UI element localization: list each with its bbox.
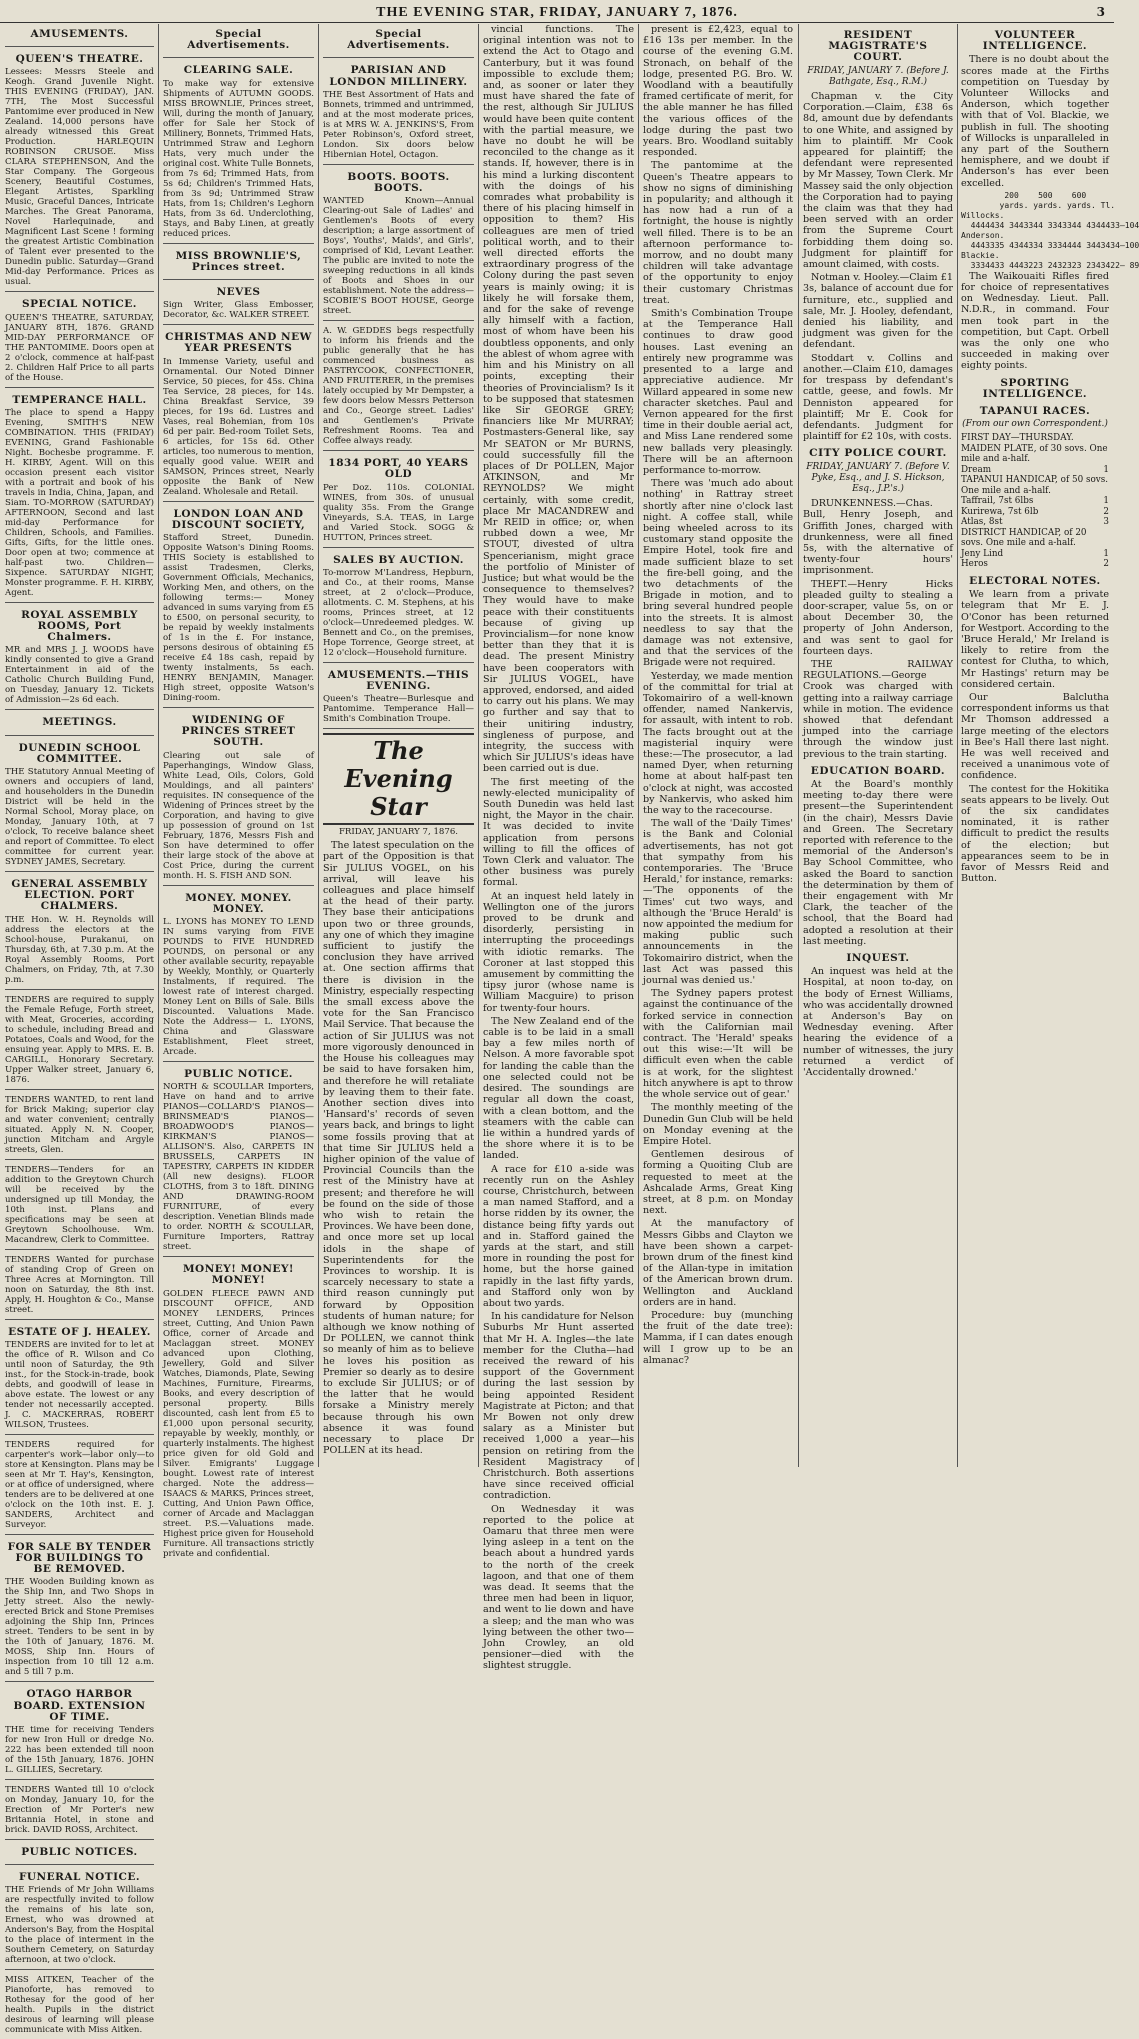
advertisement-body: THE Statutory Annual Meeting of owners and occupiers of land, and householders in the Dunedin District will be held in the Normal School, Moray place, on Monday, January 10th, at 7 o'clock, To receive balance sheet and report of Committee. To elect committee for current year. SYDNEY JAMES, Secretary. [5, 767, 154, 868]
section-heading: EDUCATION BOARD. [810, 764, 946, 777]
race-placing: 3 [1103, 517, 1109, 528]
advertisement [5, 992, 154, 1090]
news-paragraph: Our Balclutha correspondent informs us that Mr Thomson addressed a large meeting of the electors in Bee's Hall there last night. He was well received and received a unanimous vote of confidence. [961, 692, 1109, 782]
race-placing: 1 [1103, 464, 1109, 475]
advertisement-body: NORTH & SCOULLAR Importers, Have on hand and to arrive PIANOS—COLLARD'S PIANOS—BRINSMEAD'S PIANOS—BROADWOOD'S PIANOS—KIRKMAN'S PIANOS—ALLISON'S. Also, CARPETS IN BRUSSELS, CARPETS IN TAPESTRY, CARPETS IN KIDDER (All new designs). FLOOR CLOTHS, from 3 to 18ft. DINING AND DRAWING-ROOM FURNITURE, of every description. Venetian Blinds made to order. NORTH & SCOULLAR, Furniture Importers, Rattray street. [163, 1082, 314, 1253]
advertisement-body: TENDERS are invited for to let at the office of R. Wilson and Co until noon of Saturday, the 9th inst., for the Stock-in-trade, book debts, and goodwill of lease in above estate. The lowest or any tender not necessarily accepted. J. C. MACKERRAS, ROBERT WILSON, Trustees. [5, 1339, 154, 1430]
news-paragraph: The Waikouaiti Rifles fired for choice of representatives on Wednesday. Lieut. Pall. N.D.R., in command. Four men took part in the competition, but Capt. Orbell was the only one who succeeded in making over eighty points. [961, 270, 1109, 372]
news-paragraph: At the manufactory of Messrs Gibbs and Clayton we have been shown a carpet-brown drum of the finest kind of the Allan-type in imitation of the American brown drum. Wellington and Auckland orders are in hand. [643, 1218, 793, 1308]
section-heading: INQUEST. [846, 952, 910, 965]
race-entry: Taffrail, 7st 6lbs [961, 496, 1034, 507]
advertisement-heading: PUBLIC NOTICE. [184, 1068, 293, 1081]
advertisement-heading: Special Advertisements. [347, 28, 450, 52]
race-placing: 2 [1103, 506, 1109, 517]
advertisement [163, 282, 314, 325]
advertisement [5, 1092, 154, 1160]
advertisement-heading: ROYAL ASSEMBLY ROOMS, Port Chalmers. [21, 608, 138, 644]
advertisement-heading: WIDENING OF PRINCES STREET SOUTH. [181, 714, 296, 749]
advertisement-body: WANTED Known—Annual Clearing-out Sale of Ladies' and Gentlemen's Boots of every description; a large assortment of Boys', Youths', Maids', and Girls', comprised of Kid, Levant Leather. The public are invited to note the sweeping reductions in all kinds of Boots and Shoes in our establishment. Note the address— SCOBIE'S BOOT HOUSE, George street. [323, 196, 474, 317]
advertisement [163, 504, 314, 708]
news-paragraph: At an inquest held lately in Wellington one of the jurors proved to be drunk and disorderly, persisting in interrupting the proceedings with idiotic remarks. The Coroner at last stopped this amusement by committing the tipsy juror (whose name is William Macguire) to prison for twenty-four hours. [483, 890, 634, 1014]
advertisement [5, 1162, 154, 1250]
advertisement [163, 60, 314, 243]
news-paragraph: The contest for the Hokitika seats appears to be lively. Out of the six candidates nominated, it is rather difficult to predict the results of the election; but appearances seem to be in favor of Messrs Reid and Button. [961, 783, 1109, 885]
news-paragraph: Yesterday, we made mention of the committal for trial at Tokomairiro of a well-known offender, named Nankervis, for assault, with intent to rob. The facts brought out at the magisterial inquiry were these:—The prosecutor, a lad named Dyer, when returning home at about half-past ten o'clock at night, was accosted by Nankervis, who asked him the way to the racecourse. [643, 670, 793, 817]
race-result-row [961, 444, 1109, 465]
advertisement-body: MR and MRS J. J. WOODS have kindly consented to give a Grand Entertainment in aid of the Catholic Church Building Fund, on Tuesday, January 12. Tickets of Admission—2s 6d each. [5, 645, 154, 706]
advertisement-heading: BOOTS. BOOTS. BOOTS. [347, 170, 450, 195]
column-rule [798, 24, 799, 1467]
news-paragraph: The wall of the 'Daily Times' is the Bank and Colonial advertisements, has not got that sympathy from his contemporaries. The 'Bruce Herald,' for instance, remarks:—'The opponents of the Times' cut two ways, and although the 'Bruce Herald' is now appointed the medium for making public such announcements in the Tokomairiro district, when the last Act was passed this journal was denied us.' [643, 818, 793, 987]
section-heading: SPORTING INTELLIGENCE. [982, 376, 1088, 400]
column-rule [158, 24, 159, 1467]
advertisement-body: THE Wooden Building known as the Ship Inn, and Two Shops in Jetty street. Also the newly-erected Brick and Stone Premises adjoining the Ship Inn, Princes street. Tenders to be sent in by the 10th of January, 1876. M. MOSS, Ship Inn. Hours of inspection from 10 till 12 a.m. and 5 till 7 p.m. [5, 1577, 154, 1678]
news-paragraph: We learn from a private telegram that Mr E. J. O'Conor has been returned for Westport. According to the 'Bruce Herald,' Mr Ireland is likely to retire from the contest for Clutha, to which, Mr Hastings' return may be considered certain. [961, 589, 1109, 690]
advertisement-body: Queen's Theatre—Burlesque and Pantomime. Temperance Hall—Smith's Combination Troupe. [323, 694, 474, 725]
advertisement-heading: SPECIAL NOTICE. [22, 298, 137, 311]
race-entry: Atlas, 8st [961, 517, 1003, 528]
advertisement [5, 738, 154, 872]
advertisement [5, 1537, 154, 1683]
column-6-courts [800, 24, 956, 1467]
advertisement-heading: FUNERAL NOTICE. [18, 1871, 141, 1884]
advertisement-body: TENDERS are required to supply the Female Refuge, Forth street, with Meat, Groceries, according to schedule, including Bread and Potatoes, Coals and Wood, for the ensuing year. Apply to MRS. E. B. CARGILL, Honorary Secretary. Upper Walker street, January 6, 1876. [5, 994, 154, 1085]
advertisement-body: QUEEN'S THEATRE, SATURDAY, JANUARY 8TH, 1876. GRAND MID-DAY PERFORMANCE OF THE PANTOMIME. Doors open at 2 o'clock, commence at half-past 2. Children Half Price to all parts of the House. [5, 312, 154, 383]
column-7-intelligence [958, 24, 1139, 1467]
news-paragraph: Stoddart v. Collins and another.—Claim £10, damages for trespass by defendant's cattle, geese, and fowls. Mr Denniston appeared for plaintiff; Mr E. Cook for defendants. Judgment for plaintiff for £2 10s, with costs. [803, 352, 953, 443]
section-heading: ELECTORAL NOTES. [969, 574, 1101, 587]
section-subheading: FRIDAY, JANUARY 7. (Before J. Bathgate, Esq., R.M.) [807, 65, 949, 87]
advertisement-body: Lessees: Messrs Steele and Keogh. Grand Juvenile Night. THIS EVENING (FRIDAY), JAN. 7TH, The Most Successful Pantomime ever produced in New Zealand. 14,000 persons have already witnessed this Great Production. HARLEQUIN ROBINSON CRUSOE. Miss CLARA STEPHENSON, And the Star Company. The Gorgeous Scenery, Beautiful Costumes, Elegant Artistes, Sparkling Music, Graceful Dances, Intricate Marches. The Great Panorama, Novel Harlequinade, and Magnificent Last Scene ! forming the greatest Artistic Combination of Talent ever presented to the Dunedin public. Saturday—Grand Mid-day Performance. Prices as usual. [5, 67, 154, 288]
advertisement-heading: PARISIAN AND LONDON MILLINERY. [329, 64, 468, 88]
advertisement [323, 167, 474, 321]
news-paragraph: The monthly meeting of the Dunedin Gun Club will be held on Monday evening at the Empire Hotel. [643, 1102, 793, 1147]
page-header [0, 0, 1114, 23]
advertisement [5, 390, 154, 603]
column-3-advertisements-leader [320, 24, 477, 1467]
advertisement-heading: CHRISTMAS AND NEW YEAR PRESENTS [165, 331, 312, 355]
advertisement [323, 665, 474, 729]
section-heading: VOLUNTEER INTELLIGENCE. [982, 29, 1088, 53]
advertisement-body: Clearing out sale of Paperhangings, Window Glass, White Lead, Oils, Colors, Gold Mouldings, and all painters' requisites. IN consequence of the Widening of Princes street by the Corporation, and having to give up possession of ground on 1st February, 1876, Messrs Fish and Son have determined to offer their large stock of the above at Cost Price, during the current month. H. S. FISH AND SON. [163, 750, 314, 881]
column-5-news [640, 24, 796, 1467]
race-entry: Kurirewa, 7st 6lb [961, 506, 1039, 517]
advertisement-heading: Special Advertisements. [187, 28, 290, 52]
news-paragraph: In his candidature for Nelson Suburbs Mr Hunt asserted that Mr H. A. Ingles—the late member for the Clutha—had received the reward of his support of the Government during the last session by being appointed Resident Magistrate at Picton; and that Mr Bowen not only drew salary as a Minister but received 1,000 a year—his pension on retiring from the Resident Magistracy of Christchurch. Both assertions have since received official contradiction. [483, 1311, 634, 1502]
news-paragraph: There was 'much ado about nothing' in Rattray street shortly after nine o'clock last night. A coffee stall, while being wheeled across to its customary stand opposite the Empire Hotel, took fire and made sufficient blaze to set the fire-bell going, and the two detachments of the Brigade in motion, and to bring several hundred people into the streets. It is almost needless to say that the damage was not extensive, and that the services of the Brigade were not required. [643, 478, 793, 669]
advertisement [5, 1782, 154, 1840]
advertisement-body: A. W. GEDDES begs respectfully to inform his friends and the public generally that he has commenced business as PASTRYCOOK, CONFECTIONER, AND FRUITERER, in the premises lately occupied by Mr Dempster, a few doors below Messrs Petterson and Co., George street. Ladies' and Gentlemen's Private Refreshment Rooms. Tea and Coffee always ready. [323, 326, 474, 447]
advertisement-heading: DUNEDIN SCHOOL COMMITTEE. [18, 741, 141, 765]
news-paragraph: Gentlemen desirous of forming a Quoiting Club are requested to meet at the Ashcalade Arms, Great King street, at 8 p.m. on Monday next. [643, 1149, 793, 1217]
advertisement [163, 710, 314, 886]
advertisement-body: THE Friends of Mr John Williams are respectfully invited to follow the remains of his late son, Ernest, who was drowned at Anderson's Bay, from the Hospital to the place of interment in the Southern Cemetery, on Saturday afternoon, at two o'clock. [5, 1885, 154, 1966]
newspaper-masthead: The Evening Star [323, 733, 474, 825]
section-heading: TAPANUI RACES. [979, 405, 1091, 418]
advertisement-heading: NEVES [216, 286, 261, 299]
advertisement [5, 1972, 154, 2039]
news-paragraph: An inquest was held at the Hospital, at noon to-day, on the body of Ernest Williams, who was accidentally drowned at Anderson's Bay on Wednesday evening. After hearing the evidence of a number of witnesses, the jury returned a verdict of 'Accidentally drowned.' [803, 966, 953, 1079]
race-result-row [961, 549, 1109, 560]
column-1-amusements [2, 24, 157, 2036]
race-entry: TAPANUI HANDICAP, of 50 sovs. One mile and a-half. [961, 475, 1109, 496]
news-paragraph: At the Board's monthly meeting to-day there were present—the Superintendent (in the chair), Messrs Davie and Green. The Secretary reported with reference to the memorial of the Anderson's Bay School Committee, who asked the Board to sanction the determination by them of their engagement with Mr Clark, the teacher of the school, that the Board had adopted a resolution at their last meeting. [803, 779, 953, 947]
advertisement-body: THE Best Assortment of Hats and Bonnets, trimmed and untrimmed, and at the most moderate prices, is at MRS W. A. JENKINS'S, From Peter Robinson's, Oxford street, London. Six doors below Hibernian Hotel, Octagon. [323, 89, 474, 160]
advertisement-heading: PUBLIC NOTICES. [21, 1846, 138, 1859]
advertisement-body: TENDERS required for carpenter's work—labor only—to store at Kensington. Plans may be seen at Mr T. Hay's, Kensington, or at office of undersigned, where tenders are to be delivered at one o'clock on the 10th inst. E. J. SANDERS, Architect and Surveyor. [5, 1439, 154, 1530]
advertisement [323, 24, 474, 58]
masthead-date: FRIDAY, JANUARY 7, 1876. [338, 827, 459, 838]
advertisement [5, 874, 154, 990]
race-result-row [961, 496, 1109, 507]
news-paragraph: There is no doubt about the scores made at the Firths competition on Tuesday by Volunteer Willocks and Anderson, which together with that of Vol. Blackie, we publish in full. The shooting of Willocks is unparalleled in any part of the Southern hemisphere, and we doubt if Anderson's has ever been excelled. [961, 54, 1109, 189]
advertisement [323, 323, 474, 451]
race-result-row [961, 528, 1109, 549]
advertisement-body: The place to spend a Happy Evening, SMITH'S NEW COMBINATION. THIS (FRIDAY) EVENING, Grand Fashionable Night. Bochesbe programme. F. H. KIRBY, Agent. Will on this occasion present each visitor with a portrait and book of his travels in India, China, Japan, and Siam. TO-MORROW (SATURDAY) AFTERNOON, Second and last mid-day Performance for Children, Schools, and Families. Gifts, Gifts, for the little ones. Door open at two; commence at half-past two. Children—Sixpence. SATURDAY NIGHT, Monster programme. F. H. KIRBY, Agent. [5, 407, 154, 598]
advertisement-body: TENDERS Wanted till 10 o'clock on Monday, January 10, for the Erection of Mr Porter's new Britannia Hotel, in stone and brick. DAVID ROSS, Architect. [5, 1785, 154, 1836]
news-paragraph: The New Zealand end of the cable is to be laid in a small bay a few miles north of Nelson. A more favorable spot for landing the cable than the one selected could not be desired. The soundings are regular all down the coast, with a clean bottom, and the steamers with the cable can lie within a hundred yards of the shore where it is to be landed. [483, 1015, 634, 1162]
advertisement-body: Per Doz. 110s. COLONIAL WINES, from 30s. of unusual quality 35s. From the Grange Vineyards, S.A. TEAS, in Large and Varied Stock. SOGG & HUTTON, Princes street. [323, 482, 474, 543]
race-results [961, 433, 1109, 570]
advertisement-heading: MEETINGS. [42, 716, 117, 729]
section-subheading: FRIDAY, JANUARY 7. (Before V. Pyke, Esq., and J. S. Hickson, Esq., J.P.'s.) [806, 461, 950, 494]
race-entry: MAIDEN PLATE, of 30 sovs. One mile and a-half. [961, 443, 1108, 465]
column-rule [478, 24, 479, 1467]
advertisement-heading: ESTATE OF J. HEALEY. [8, 1325, 151, 1338]
section-subheading: (From our own Correspondent.) [962, 419, 1108, 430]
page-title: THE EVENING STAR, FRIDAY, JANUARY 7, 1876. [376, 5, 738, 20]
race-entry: Dream [961, 464, 992, 475]
advertisement [5, 1252, 154, 1320]
race-placing: 1 [1103, 496, 1109, 507]
advertisement [163, 246, 314, 280]
race-result-row [961, 517, 1109, 528]
advertisement-body: In Immense Variety, useful and Ornamental. Our Noted Dinner Service, 50 pieces, for 45s. China Tea Service, 28 pieces, for 14s. China Breakfast Service, 39 pieces, for 19s 6d. Lustres and Vases, real Bohemian, from 10s 6d per pair. Bed-room Toilet Sets, 6 articles, for 15s 6d. Other articles, too numerous to mention, equally good value. WEIR and SAMSON, Princes street, Nearly opposite the Bank of New Zealand. Wholesale and Retail. [163, 356, 314, 497]
advertisement [163, 1064, 314, 1257]
advertisement [5, 1842, 154, 1865]
race-placing: 2 [1103, 559, 1109, 570]
advertisement-body: TENDERS Wanted for purchase of standing Crop of Green on Three Acres at Mornington. Till noon on Saturday, the 8th inst. Apply, H. Houghton & Co., Manse street. [5, 1254, 154, 1315]
advertisement-heading: SALES BY AUCTION. [333, 553, 464, 566]
advertisement [323, 60, 474, 164]
advertisement-heading: QUEEN'S THEATRE. [15, 53, 144, 66]
advertisement-heading: 1834 PORT, 40 YEARS OLD [328, 457, 469, 481]
news-paragraph: On Wednesday it was reported to the police at Oamaru that three men were lying asleep in a tent on the beach about a hundred yards to the north of the creek lagoon, and that one of them was dead. It seems that the three men had been in liquor, and went to lie down and have a sleep; and the man who was lying between the other two—John Crowley, an old pensioner—died with the slightest struggle. [483, 1503, 634, 1672]
advertisement [5, 1867, 154, 1970]
advertisement [5, 294, 154, 387]
advertisement [5, 605, 154, 711]
race-result-row [961, 465, 1109, 476]
race-result-row [961, 507, 1109, 518]
advertisement-heading: CLEARING SALE. [183, 64, 294, 77]
news-paragraph: THEFT.—Henry Hicks pleaded guilty to stealing a door-scraper, value 5s, on or about December 30, the property of John Anderson, and was sent to gaol for fourteen days. [803, 578, 953, 657]
race-entry: DISTRICT HANDICAP, of 20 sovs. One mile and a-half. [961, 527, 1087, 549]
advertisement [163, 1259, 314, 1562]
section-heading: RESIDENT MAGISTRATE'S COURT. [828, 29, 928, 64]
column-4-news [480, 24, 637, 1672]
advertisement-body: L. LYONS has MONEY TO LEND IN sums varying from FIVE POUNDS to FIVE HUNDRED POUNDS, on personal or any other available security, repayable by Weekly, Monthly, or Quarterly Instalments, if required. The lowest rate of interest charged. Money Lent on Bills of Sale. Bills Discounted. Valuations Made. Note the Address— L. LYONS, China and Glassware Establishment, Fleet street, Arcade. [163, 917, 314, 1058]
advertisement-heading: AMUSEMENTS.—THIS EVENING. [327, 668, 470, 693]
news-paragraph: A race for £10 a-side was recently run on the Ashley course, Christchurch, between a man named Stafford, and a horse ridden by its owner, the distance being fifty yards out and in. Stafford gained the yards at the start, and still more in rounding the post for home, but the horse gained rapidly in the last fifty yards, and Stafford only won by about two yards. [483, 1163, 634, 1309]
advertisement-body: TENDERS—Tenders for an addition to the Greytown Church will be received by the undersigned up till Monday, the 10th inst. Plans and specifications may be seen at Greytown Schoolhouse. Wm. Macandrew, Clerk to Committee. [5, 1164, 154, 1245]
column-rule [318, 24, 319, 1467]
advertisement [5, 49, 154, 292]
column-rule [638, 24, 639, 1467]
advertisement-body: THE time for receiving Tenders for new Iron Hull or dredge No. 222 has been extended till noon of the 15th January, 1876. JOHN L. GILLIES, Secretary. [5, 1725, 154, 1776]
advertisement [5, 712, 154, 735]
advertisement-body: Stafford Street, Dunedin. Opposite Watson's Dining Rooms. THIS Society is established to assist Tradesmen, Clerks, Government Officials, Mechanics, Working Men, and others, on the following terms:— Money advanced in sums varying from £5 to £500, on personal security, to be repaid by weekly instalments of 1s in the £. For instance, persons desirous of obtaining £5 receive £4 18s cash, repaid by twenty instalments, 5s each. HENRY BENJAMIN, Manager. High street, opposite Watson's Dining-room. [163, 533, 314, 704]
advertisement [5, 1322, 154, 1435]
advertisement [323, 550, 474, 663]
advertisement-heading: GENERAL ASSEMBLY ELECTION. PORT CHALMERS. [11, 878, 148, 913]
news-paragraph: The pantomime at the Queen's Theatre appears to show no signs of diminishing in popularity; and although it has now had a run of a fortnight, the house is nightly well filled. There is to be an afternoon performance to-morrow, and no doubt many children will take advantage of the opportunity to enjoy their customary Christmas treat. [643, 160, 793, 306]
news-paragraph: Chapman v. the City Corporation.—Claim, £38 6s 8d, amount due by defendants to one White, and assigned by him to plaintiff. Mr Cook appeared for plaintiff; the defendant were represented by Mr Massey, Town Clerk. Mr Massey said the only objection the Corporation had to paying the claim was that they had been served with an order from the Supreme Court forbidding them doing so. Judgment for plaintiff for amount claimed, with costs. [803, 91, 953, 271]
race-result-row [961, 559, 1109, 570]
advertisement [163, 327, 314, 501]
news-paragraph: The Sydney papers protest against the continuance of the forked service in connection with the Californian mail contract. The 'Herald' speaks out this wise:—'It will be difficult even when the cable is at work, for the slightest hitch anywhere is apt to throw the whole service out of gear.' [643, 988, 793, 1101]
race-entry: FIRST DAY—THURSDAY. [961, 433, 1074, 444]
advertisement-body: GOLDEN FLEECE PAWN AND DISCOUNT OFFICE, AND MONEY LENDERS, Princes street, Cutting, And Union Pawn Office, corner of Arcade and Maclaggan street. MONEY advanced upon Clothing, Jewellery, Gold and Silver Watches, Diamonds, Plate, Sewing Machines, Furniture, Firearms, Books, and every description of personal property. Bills discounted, cash lent from £5 to £1,000 upon personal security, repayable by weekly, monthly, or quarterly instalments. The highest price given for old Gold and Silver. Emigrants' Luggage bought. Lowest rate of interest charged. Note the address— ISAACS & MARKS, Princes street, Cutting, And Union Pawn Office, corner of Arcade and Maclaggan street. P.S.—Valuations made. Highest price given for Household Furniture. All transactions strictly private and confidential. [163, 1288, 314, 1559]
advertisement-body: MISS AITKEN, Teacher of the Pianoforte, has removed to Rothesay for the good of her health. Pupils in the district desirous of learning will please communicate with Miss Aitken. [5, 1975, 154, 2036]
advertisement-heading: MONEY. MONEY. MONEY. [185, 891, 292, 915]
news-paragraph: Smith's Combination Troupe at the Temperance Hall continues to draw good houses. Last evening an entirely new programme was presented to a large and appreciative audience. Mr Willard appeared in some new character sketches. Paul and Vernon appeared for the first time in their double aerial act, and Miss Lane rendered some new ballads very pleasingly. There will be an afternoon performance to-morrow. [643, 308, 793, 476]
section-heading: CITY POLICE COURT. [809, 447, 947, 460]
advertisement-heading: MONEY! MONEY! MONEY! [182, 1263, 295, 1287]
advertisement-heading: LONDON LOAN AND DISCOUNT SOCIETY, [171, 507, 306, 531]
advertisement [5, 1437, 154, 1535]
advertisement-body: Sign Writer, Glass Embosser, Decorator, &c. WALKER STREET. [163, 300, 314, 321]
advertisement-heading: TEMPERANCE HALL. [12, 393, 147, 406]
advertisement [163, 24, 314, 58]
leader-paragraph: The latest speculation on the part of the Opposition is that Sir JULIUS VOGEL, on his arrival, will leave his colleagues and place himself at the head of their party. They base their anticipations upon two or three grounds, any one of which they imagine sufficient to justify the conclusion they have arrived at. One section affirms that there is division in the Ministry, especially respecting the small excess above the vote for the San Francisco Mail Service. That because the action of Sir JULIUS was not more vigorously denounced in the House his colleagues may be said to have forsaken him, and therefore he will retaliate by leaving them to their fate. Another section dives into 'Hansard's' records of seven years back, and brings to light some fossils proving that at that time Sir JULIUS held a higher opinion of the value of Provincial Councils than the rest of the Ministry have at present; and therefore he will be found on the side of those who wish to retain the Provinces. We have been done, and once more set up local idols in the shape of Superintendents for the Provinces to worship. It is scarcely necessary to state a third reason cunningly put forward by Opposition students of human nature; for although we know nothing of Dr POLLEN, we cannot think so meanly of him as to believe he loves his position as Premier so dearly as to desire to exclude Sir JULIUS; or of the latter that he would forsake a Ministry merely because through his own absence it was found necessary to place Dr POLLEN at its head. [323, 840, 474, 1457]
page-number: 3 [1096, 5, 1106, 19]
news-paragraph: present is £2,423, equal to £16 13s per member. In the course of the evening G.M. Stronach, on behalf of the lodge, presented P.G. Bro. W. Woodland with a beautifully framed certificate of merit, for the able manner he has filled the various offices of the lodge during the past two years. Bro. Woodland suitably responded. [643, 24, 793, 159]
rifle-scores-table: 200 500 600 yards. yards. yards. Tl. Willocks. 4444434 3443344 3343344 4344433—104 Anderson. 4443335 4344334 3334444 3443434—100 Blackie. 3334433 4443223 2432323 2343422— 89 [961, 190, 1139, 270]
advertisement [323, 453, 474, 547]
advertisement-heading: FOR SALE BY TENDER FOR BUILDINGS TO BE REMOVED. [7, 1540, 152, 1576]
news-paragraph: vincial functions. The original intention was not to extend the Act to Otago and Canterbury, but it was found impossible to exclude them; and, as sooner or later they must have shared the fate of the rest, although Sir JULIUS would have been quite content with the partial measure, we have no doubt he will be reconciled to the change as it stands. If, however, there is in his mind a lurking discontent with the doings of his comrades what probability is there of his placing himself in opposition to them? His colleagues are men of tried political worth, and to their well directed efforts the extraordinary progress of the Colony during the past seven years is mainly owing; it is likely he will forsake them, and for the sake of revenge ally himself with a faction, most of whom have been his doubtless opponents, and only the ablest of whom agree with him and his Ministry on all points, excepting their theories of Provincialism? Is it to be supposed that statesmen like Sir GEORGE GREY; financiers like Mr MURRAY; Postmasters-General like, say Mr SEATON or Mr BURNS, could successfully fill the places of Dr POLLEN, Major ATKINSON, and Mr REYNOLDS? We might certainly, with some credit, place Mr MACANDREW and Mr REID in office; or, when rubbed down a wee, Mr STOUT, divested of ultra Spencerianism, might grace the portfolio of Minister of Justice; but what would be the consequence to themselves? They would have to make peace with their constituents because of giving up Provincialism—for none know better than they that it is dead. The present Ministry have been cooperators with Sir JULIUS VOGEL, have approved, endorsed, and aided to carry out his plans. We may go further and say that to their unitiring industry, singleness of purpose, and integrity, the success with which Sir JULIUS's ideas have been carried out is due. [483, 24, 634, 775]
news-paragraph: THE RAILWAY REGULATIONS.—George Crook was charged with getting into a railway carriage while in motion. The evidence showed that defendant jumped into the carriage through the window just previous to the train starting. [803, 658, 953, 760]
advertisement [5, 24, 154, 47]
advertisement-body: THE Hon. W. H. Reynolds will address the electors at the School-house, Purakanui, on Thursday, 6th, at 7.30 p.m. At the Royal Assembly Rooms, Port Chalmers, on Friday, 7th, at 7.30 p.m. [5, 914, 154, 985]
race-result-row [961, 475, 1109, 496]
advertisement [5, 1684, 154, 1780]
news-paragraph: DRUNKENNESS.—Chas. Bull, Henry Joseph, and Griffith Jones, charged with drunkenness, were all fined 5s, with the alternative of twenty-four hours' imprisonment. [803, 498, 953, 577]
advertisement [163, 888, 314, 1062]
column-2-advertisements [160, 24, 317, 1559]
advertisement-heading: OTAGO HARBOR BOARD. EXTENSION OF TIME. [13, 1688, 146, 1723]
news-paragraph: The first meeting of the newly-elected municipality of South Dunedin was held last night, the Mayor in the chair. It was decided to invite application from persons willing to fill the offices of Town Clerk and valuator. The other business was purely formal. [483, 776, 634, 889]
race-placing: 1 [1103, 548, 1109, 559]
advertisement-body: TENDERS WANTED, to rent land for Brick Making; superior clay and water convenient; centrally situated. Apply N. N. Cooper, junction Mitcham and Argyle streets, Glen. [5, 1094, 154, 1155]
race-entry: Jeny Lind [961, 548, 1004, 559]
news-paragraph: Procedure: buy (munching the fruit of the date tree): Mamma, if I can dates enough will I grow up to be an almanac? [643, 1309, 793, 1366]
race-entry: Heros [961, 559, 988, 570]
advertisement-body: To-morrow M'Landress, Hepburn, and Co., at their rooms, Manse street, at 2 o'clock—Produce, allotments. C. M. Stephens, at his rooms, Princes street, at 12 o'clock—Unredeemed pledges. W. Bennett and Co., on the premises, Hope Torrence, George street, at 12 o'clock—Household furniture. [323, 567, 474, 658]
advertisement-heading: AMUSEMENTS. [30, 28, 129, 40]
race-result-row [961, 433, 1109, 444]
advertisement-heading: MISS BROWNLIE'S, Princes street. [175, 249, 302, 273]
advertisement-body: To make way for extensive Shipments of AUTUMN GOODS. MISS BROWNLIE, Princes street, Will, during the month of January, offer for Sale her Stock of Millinery, Bonnets, Trimmed Hats, Untrimmed Straw and Leghorn Hats, very much under the original cost. White Tulle Bonnets, from 7s 6d; Trimmed Hats, from 5s 6d; Children's Trimmed Hats, from 3s 9d; Untrimmed Straw Hats, from 1s; Children's Leghorn Hats, from 3s 6d. Underclothing, Stays, and Baby Linen, at greatly reduced prices. [163, 78, 314, 239]
news-paragraph: Notman v. Hooley.—Claim £1 3s, balance of account due for furniture, etc., supplied and sale, Mr. J. Hooley, defendant, denied his liability, and judgment was given for the defendant. [803, 272, 953, 351]
